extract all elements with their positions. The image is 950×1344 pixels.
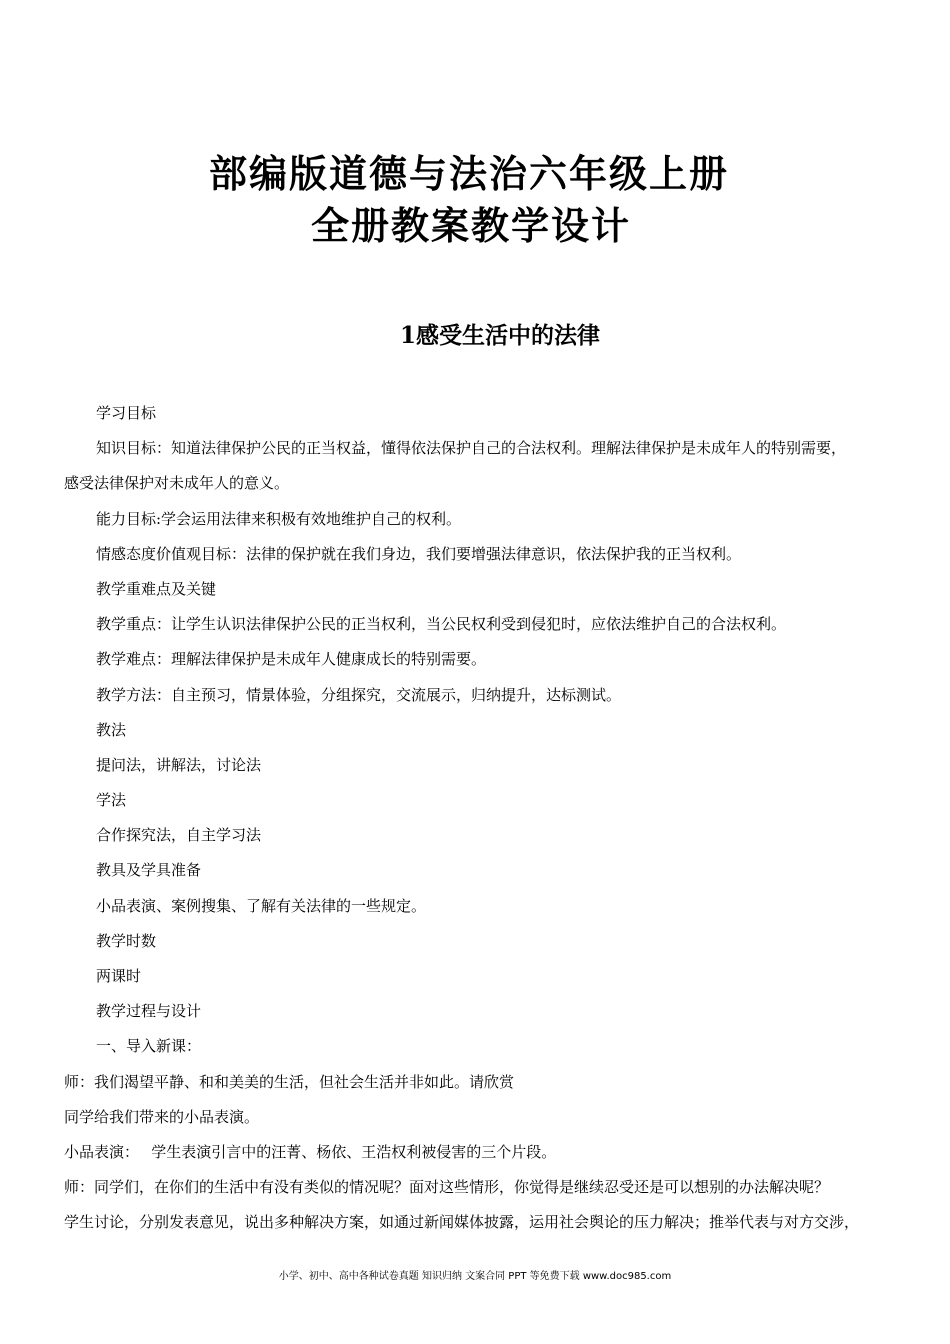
document-title-line-1: 部编版道德与法治六年级上册: [208, 152, 729, 196]
paragraph-knowledge-goal: 知识目标：知道法律保护公民的正当权益，懂得依法保护自己的合法权利。理解法律保护是未成年人的特别需要，: [96, 439, 847, 458]
paragraph-ability-goal: 能力目标:学会运用法律来积极有效地维护自己的权利。: [96, 509, 462, 528]
paragraph-teacher-intro-continued: 同学给我们带来的小品表演。: [64, 1107, 260, 1126]
lesson-title: 1感受生活中的法律: [399, 322, 600, 349]
paragraph-knowledge-goal-continued: 感受法律保护对未成年人的意义。: [64, 474, 290, 493]
document-title-line-2: 全册教案教学设计: [310, 204, 631, 248]
paragraph-learning-approach: 合作探究法，自主学习法: [96, 826, 262, 845]
paragraph-process-heading: 教学过程与设计: [96, 1002, 202, 1021]
paragraph-skit: 小品表演： 学生表演引言中的汪菁、杨依、王浩权利被侵害的三个片段。: [64, 1142, 557, 1161]
paragraph-teacher-intro: 师：我们渴望平静、和和美美的生活，但社会生活并非如此。请欣赏: [64, 1072, 515, 1091]
paragraph-teaching-approach-heading: 教法: [96, 720, 127, 739]
paragraph-hours: 两课时: [96, 967, 142, 985]
paragraph-intro-heading: 一、导入新课：: [96, 1037, 202, 1056]
paragraph-key-points-heading: 教学重难点及关键: [96, 579, 217, 598]
paragraph-hours-heading: 教学时数: [96, 931, 157, 950]
paragraph-materials-heading: 教具及学具准备: [96, 861, 202, 880]
page-footer: 小学、初中、高中各种试卷真题 知识归纳 文案合同 PPT 等免费下载 www.doc985.com: [278, 1271, 672, 1282]
paragraph-learning-approach-heading: 学法: [96, 791, 127, 810]
paragraph-teaching-focus: 教学重点：让学生认识法律保护公民的正当权利，当公民权利受到侵犯时，应依法维护自己的合法权利。: [96, 615, 787, 634]
paragraph-learning-goals-heading: 学习目标: [96, 404, 157, 422]
paragraph-emotion-goal: 情感态度价值观目标：法律的保护就在我们身边，我们要增强法律意识，依法保护我的正当权利。: [96, 544, 742, 563]
paragraph-student-discussion: 学生讨论，分别发表意见，说出多种解决方案，如通过新闻媒体披露，运用社会舆论的压力解决；推举代表与对方交涉，: [64, 1213, 860, 1232]
paragraph-teacher-question: 师：同学们，在你们的生活中有没有类似的情况呢？面对这些情形，你觉得是继续忍受还是可以想别的办法解决呢？: [64, 1178, 830, 1197]
paragraph-teaching-method: 教学方法：自主预习，情景体验，分组探究，交流展示，归纳提升，达标测试。: [96, 685, 622, 704]
paragraph-teaching-difficulty: 教学难点：理解法律保护是未成年人健康成长的特别需要。: [96, 650, 487, 669]
paragraph-materials: 小品表演、案例搜集、了解有关法律的一些规定。: [96, 896, 427, 915]
document-body: [64, 396, 906, 1241]
paragraph-teaching-approach: 提问法，讲解法，讨论法: [96, 755, 262, 774]
